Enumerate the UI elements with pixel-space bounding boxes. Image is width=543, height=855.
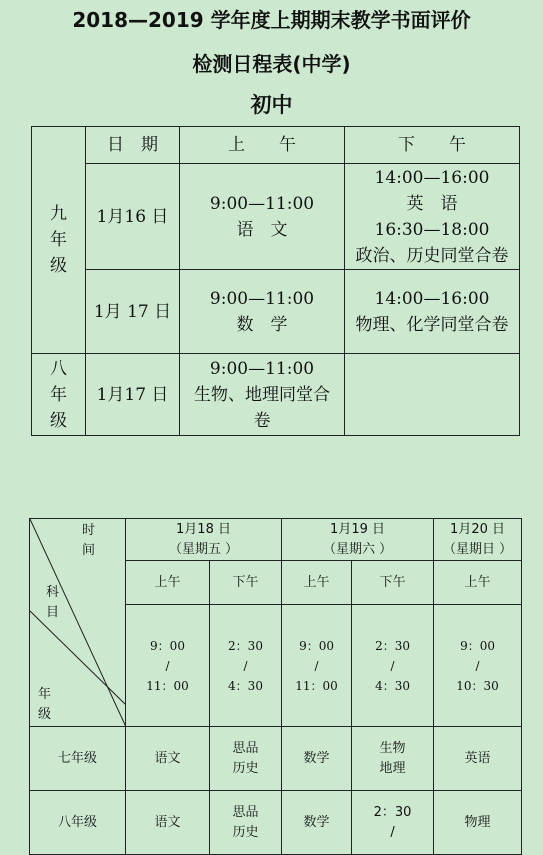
corner-time-label: 时 间 — [82, 523, 96, 558]
day-header: 1月19 日 （星期六 ） — [282, 519, 434, 561]
header-date: 日 期 — [86, 127, 180, 164]
section-subtitle: 初中 — [250, 93, 293, 117]
day-header: 1月18 日 （星期五 ） — [126, 519, 282, 561]
pm-subject: 政治、历史同堂合卷 — [355, 245, 509, 266]
session-cell: 上午 — [126, 561, 210, 605]
am-subject-cont: 卷 — [253, 410, 271, 431]
pm-time: 16:30—18:00 — [374, 219, 490, 240]
subject-cell: 语文 — [126, 791, 210, 855]
session-cell: 上午 — [282, 561, 352, 605]
grade-schedule-table — [29, 518, 522, 855]
table-header-row — [32, 127, 520, 164]
time-cell: 2：30 / 4：30 — [352, 605, 434, 727]
header-am: 上 午 — [180, 127, 345, 164]
document-title: 2018—2019 学年度上期期末教学书面评价 — [72, 8, 471, 32]
session-cell: 下午 — [352, 561, 434, 605]
am-subject: 语 文 — [236, 219, 288, 240]
time-cell: 9：00 / 11：00 — [282, 605, 352, 727]
am-cell — [180, 270, 345, 354]
pm-cell — [345, 270, 520, 354]
corner-header — [30, 519, 126, 727]
time-cell: 2：30 / 4：30 — [210, 605, 282, 727]
subject-cell: 生物 地理 — [352, 727, 434, 791]
pm-time: 14:00—16:00 — [374, 167, 490, 188]
day-header: 1月20 日 （星期日 ） — [434, 519, 522, 561]
am-time: 9:00—11:00 — [209, 288, 315, 309]
date-cell: 1月16 日 — [86, 164, 180, 270]
subject-cell: 语文 — [126, 727, 210, 791]
pm-subject: 物理、化学同堂合卷 — [355, 314, 509, 335]
subject-cell: 2：30 / — [352, 791, 434, 855]
time-cell: 9：00 / 11：00 — [126, 605, 210, 727]
document-title-line2: 检测日程表(中学) — [192, 52, 351, 76]
am-cell — [180, 164, 345, 270]
time-cell: 9：00 / 10：30 — [434, 605, 522, 727]
subject-cell: 英语 — [434, 727, 522, 791]
table-row — [30, 791, 522, 855]
am-time: 9:00—11:00 — [209, 358, 315, 379]
am-time: 9:00—11:00 — [209, 193, 315, 214]
corner-grade-label: 年 级 — [38, 687, 52, 722]
header-pm: 下 午 — [345, 127, 520, 164]
pm-time: 14:00—16:00 — [374, 288, 490, 309]
corner-subject-label: 科 目 — [46, 585, 60, 620]
pm-subject: 英 语 — [406, 193, 458, 214]
grade-label: 七年级 — [30, 727, 126, 791]
am-subject: 生物、地理同堂合 — [194, 384, 330, 405]
table-row — [30, 727, 522, 791]
grade-label: 八年级 — [30, 791, 126, 855]
grade-9-label: 九 年 级 — [32, 127, 86, 354]
subject-cell: 数学 — [282, 791, 352, 855]
session-cell: 上午 — [434, 561, 522, 605]
table-row — [32, 270, 520, 354]
pm-cell-empty — [345, 354, 520, 436]
day-header-row — [30, 519, 522, 561]
subject-cell: 思品 历史 — [210, 791, 282, 855]
subject-cell: 数学 — [282, 727, 352, 791]
table-row — [32, 164, 520, 270]
table-row — [32, 354, 520, 436]
session-cell: 下午 — [210, 561, 282, 605]
pm-cell — [345, 164, 520, 270]
subject-cell: 思品 历史 — [210, 727, 282, 791]
date-cell: 1月17 日 — [86, 354, 180, 436]
junior-schedule-table — [31, 126, 520, 436]
grade-8-label: 八 年 级 — [32, 354, 86, 436]
am-subject: 数 学 — [236, 314, 288, 335]
subject-cell: 物理 — [434, 791, 522, 855]
am-cell — [180, 354, 345, 436]
date-cell: 1月 17 日 — [86, 270, 180, 354]
